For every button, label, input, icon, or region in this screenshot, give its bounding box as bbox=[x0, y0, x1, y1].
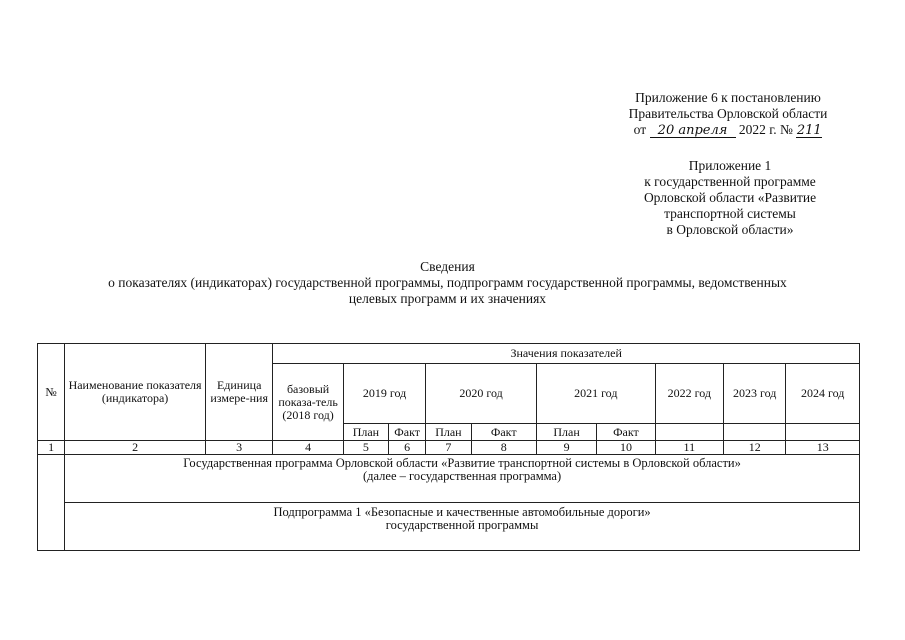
col-number: 2 bbox=[65, 441, 206, 455]
header-2022: 2022 год bbox=[655, 364, 723, 424]
col-number: 8 bbox=[471, 441, 536, 455]
col-number: 3 bbox=[205, 441, 272, 455]
header-2021: 2021 год bbox=[536, 364, 655, 424]
appendix-6-block bbox=[603, 90, 853, 138]
header-fact: Факт bbox=[389, 424, 426, 441]
header-num: № bbox=[38, 344, 65, 441]
col-number: 13 bbox=[786, 441, 860, 455]
section-state-program-line2: (далее – государственная программа) bbox=[363, 469, 562, 483]
col-number: 4 bbox=[273, 441, 343, 455]
appendix-1-line: в Орловской области» bbox=[666, 222, 794, 237]
col-number: 7 bbox=[426, 441, 471, 455]
header-2023: 2023 год bbox=[724, 364, 786, 424]
appendix-1-line: Орловской области «Развитие bbox=[643, 190, 817, 205]
header-plan: План bbox=[426, 424, 471, 441]
col-number: 12 bbox=[724, 441, 786, 455]
section-subprogram-1-line2: государственной программы bbox=[385, 518, 539, 532]
section-state-program bbox=[65, 455, 860, 503]
appendix-1-line: к государственной программе bbox=[644, 174, 816, 189]
from-label: от bbox=[633, 122, 647, 137]
title-line1: Сведения bbox=[420, 259, 475, 274]
title-line2: о показателях (индикаторах) государственной программы, подпрограмм государственной программы, ведомственных bbox=[108, 275, 787, 290]
header-base: базовый показа-тель (2018 год) bbox=[273, 364, 343, 441]
header-fact: Факт bbox=[597, 424, 655, 441]
document-title bbox=[30, 259, 865, 307]
title-line3: целевых программ и их значениях bbox=[348, 291, 547, 306]
col-number: 10 bbox=[597, 441, 655, 455]
col-number: 6 bbox=[389, 441, 426, 455]
handwritten-number: 211 bbox=[796, 123, 822, 138]
header-unit: Единица измере-ния bbox=[205, 344, 272, 441]
empty-cell bbox=[724, 424, 786, 441]
header-plan: План bbox=[536, 424, 596, 441]
header-values: Значения показателей bbox=[273, 344, 860, 364]
col-number: 5 bbox=[343, 441, 388, 455]
empty-cell bbox=[786, 424, 860, 441]
header-fact: Факт bbox=[471, 424, 536, 441]
section-subprogram-1-line1: Подпрограмма 1 «Безопасные и качественные автомобильные дороги» bbox=[273, 505, 651, 519]
empty-cell bbox=[655, 424, 723, 441]
year-number-label: 2022 г. № bbox=[738, 122, 793, 137]
appendix-6-date-line bbox=[603, 122, 853, 138]
section-subprogram-1 bbox=[65, 503, 860, 551]
header-plan: План bbox=[343, 424, 388, 441]
appendix-1-line: транспортной системы bbox=[664, 206, 796, 221]
header-2019: 2019 год bbox=[343, 364, 425, 424]
col-number: 9 bbox=[536, 441, 596, 455]
appendix-6-line1: Приложение 6 к постановлению bbox=[635, 90, 821, 105]
section-state-program-line1: Государственная программа Орловской области «Развитие транспортной системы в Орловской области» bbox=[183, 456, 741, 470]
col-number: 11 bbox=[655, 441, 723, 455]
header-name: Наименование показателя (индикатора) bbox=[65, 344, 206, 441]
appendix-1-block bbox=[615, 158, 845, 238]
handwritten-date: 20 апреля bbox=[650, 124, 736, 138]
header-2020: 2020 год bbox=[426, 364, 537, 424]
header-2024: 2024 год bbox=[786, 364, 860, 424]
col-number: 1 bbox=[38, 441, 65, 455]
indicators-table bbox=[37, 343, 860, 551]
appendix-1-line: Приложение 1 bbox=[688, 158, 772, 173]
appendix-6-line2: Правительства Орловской области bbox=[628, 106, 828, 121]
empty-cell bbox=[38, 455, 65, 551]
